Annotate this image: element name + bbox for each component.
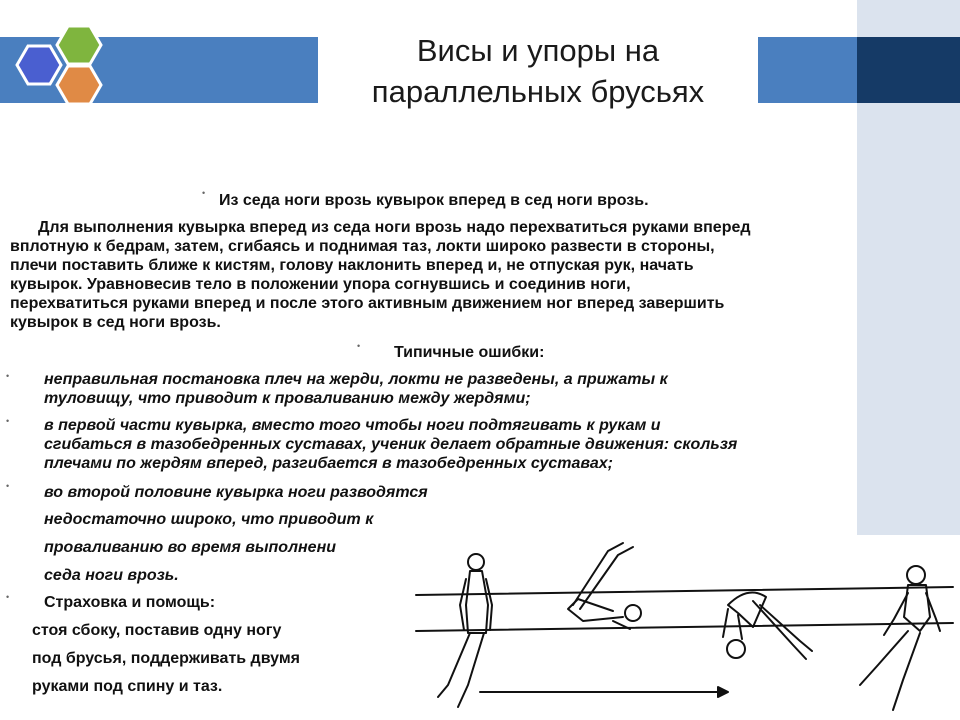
safety-line: под брусья, поддерживать двумя (32, 650, 301, 667)
three-hexagons-logo-icon (10, 20, 110, 120)
description-line: перехватиться руками вперед и после этого активным движением ног вперед завершить (10, 295, 725, 312)
error-3-line: во второй половине кувырка ноги разводятся (44, 484, 428, 501)
bullet-icon: • (357, 341, 361, 351)
error-2-line: плечами по жердям вперед, разгибается в тазобедренных суставах; (44, 455, 613, 472)
error-3-line: проваливанию во время выполнени (44, 539, 337, 556)
error-1-line: неправильная постановка плеч на жерди, локти не разведены, а прижаты к (44, 371, 668, 388)
safety-line: стоя сбоку, поставив одну ногу (32, 622, 282, 639)
error-2-line: в первой части кувырка, вместо того чтобы ноги подтягивать к рукам и (44, 417, 661, 434)
bullet-icon: • (6, 592, 10, 602)
parallel-bars-roll-sequence-drawing-icon (408, 535, 960, 720)
error-1-line: туловищу, что приводит к проваливанию между жердями; (44, 390, 531, 407)
description-line: кувырок в сед ноги врозь. (10, 314, 221, 331)
slide-title-line-2: параллельных брусьях (371, 74, 705, 109)
error-3-line: недостаточно широко, что приводит к (44, 511, 374, 528)
slide-title-line-1: Висы и упоры на (416, 33, 660, 68)
subheading: Из седа ноги врозь кувырок вперед в сед ноги врозь. (219, 192, 649, 209)
bullet-icon: • (6, 481, 10, 491)
description-line: Для выполнения кувырка вперед из седа ноги врозь надо перехватиться руками вперед (38, 219, 751, 236)
error-2-line: сгибаться в тазобедренных суставах, ученик делает обратные движения: скользя (44, 436, 738, 453)
description-line: плечи поставить ближе к кистям, голову наклонить вперед и, не отпуская рук, начать (10, 257, 694, 274)
safety-line: руками под спину и таз. (32, 678, 223, 695)
slide-title (318, 30, 758, 112)
safety-heading: Страховка и помощь: (44, 594, 216, 611)
description-line: кувырок. Уравновесив тело в положении упора согнувшись и соединив ноги, (10, 276, 631, 293)
bullet-icon: • (6, 371, 10, 381)
parallel-bars-roll-illustration (408, 535, 960, 720)
bullet-icon: • (202, 188, 206, 198)
error-3-line: седа ноги врозь. (44, 567, 179, 584)
title-band-dark-end (857, 37, 960, 103)
errors-heading: Типичные ошибки: (394, 344, 545, 361)
description-line: вплотную к бедрам, затем, сгибаясь и поднимая таз, локти широко развести в стороны, (10, 238, 715, 255)
bullet-icon: • (6, 416, 10, 426)
